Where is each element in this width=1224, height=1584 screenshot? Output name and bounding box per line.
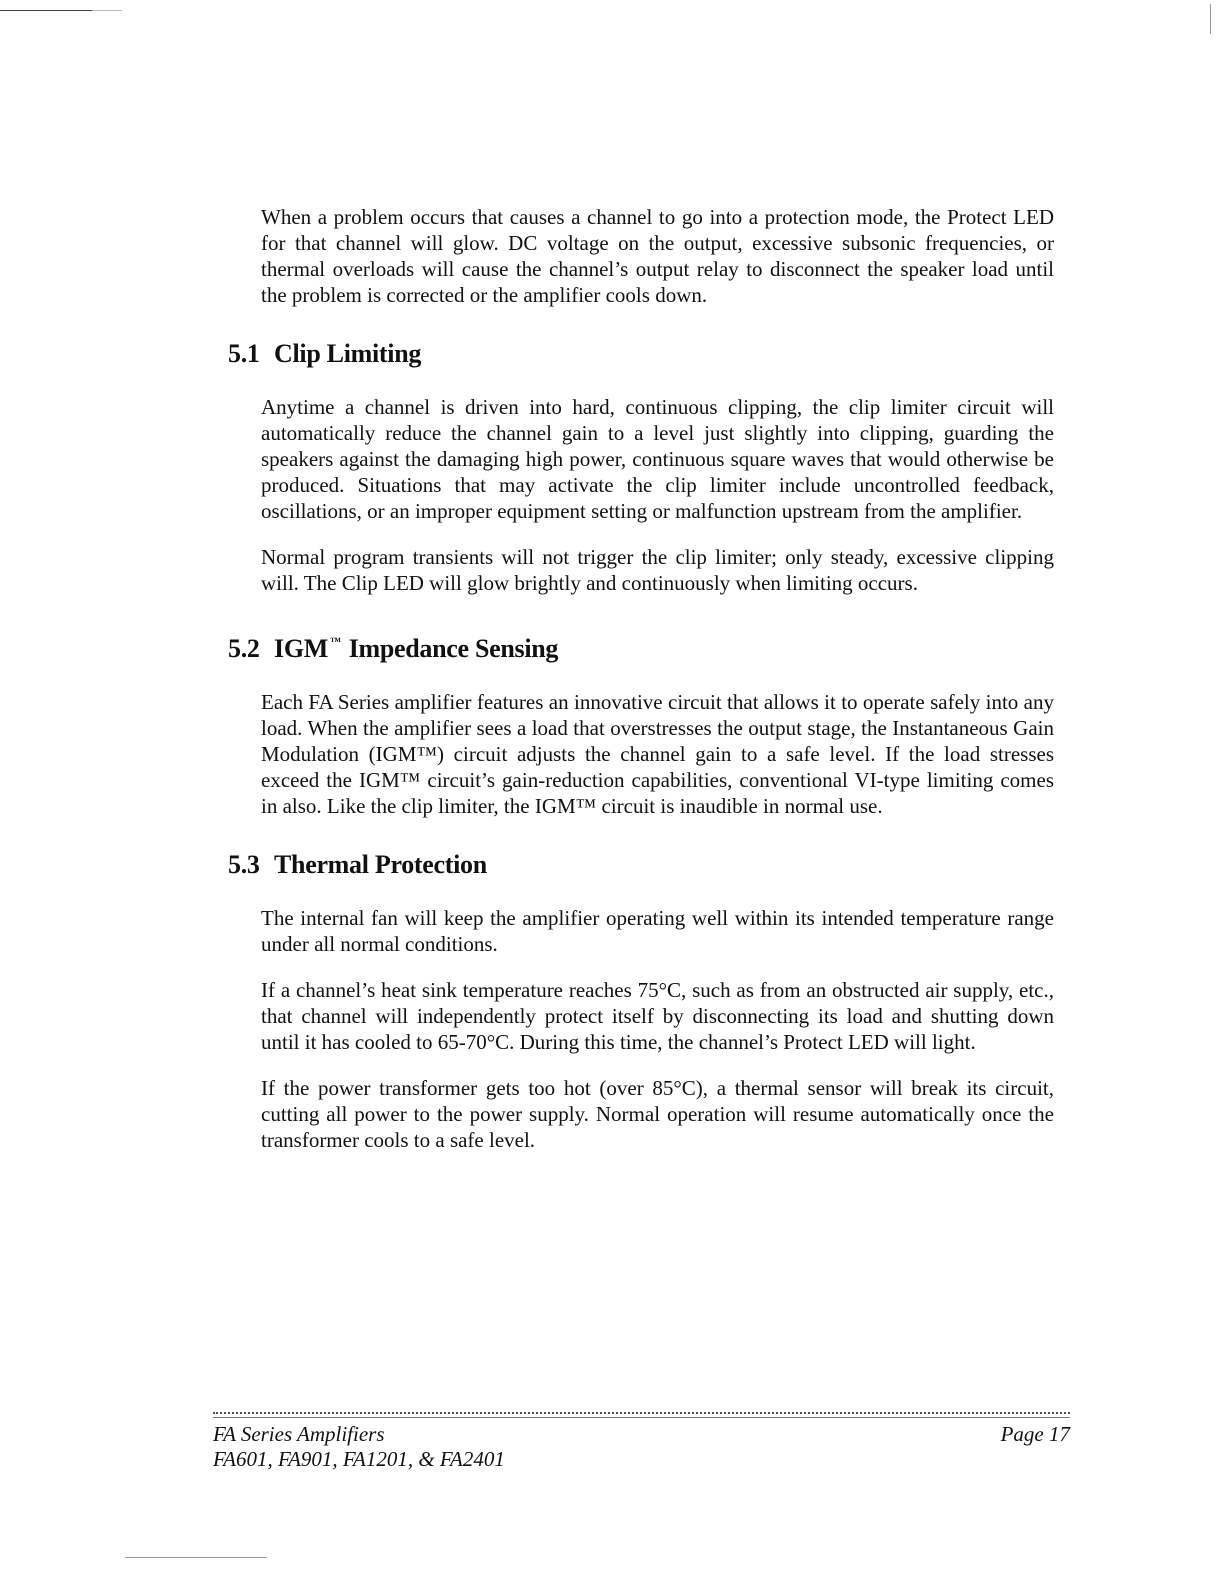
intro-paragraph: When a problem occurs that causes a channel to go into a protection mode, the Protect LED for that channel will glow. DC voltage on the output, excessive subsonic frequencies, or thermal overloads will cause the channel’s output relay to disconnect the speaker load until the problem is corrected or the amplifier cools down.: [261, 205, 1054, 307]
section-number: 5.2: [228, 634, 260, 663]
bottom-scan-line: [125, 1557, 267, 1558]
section-5-3-paragraph-1: The internal fan will keep the amplifier operating well within its intended temperature range under all normal conditions.: [261, 906, 1054, 956]
section-heading-5-2: [228, 626, 1054, 665]
section-title: Clip Limiting: [274, 339, 422, 368]
footer-models: FA601, FA901, FA1201, & FA2401: [213, 1447, 505, 1471]
section-title-rest: Impedance Sensing: [348, 634, 559, 663]
section-title: Thermal Protection: [274, 850, 487, 879]
footer-rule: [213, 1412, 1070, 1418]
section-5-3-paragraph-3: If the power transformer gets too hot (over 85°C), a thermal sensor will break its circuit, cutting all power to the power supply. Normal operation will resume automatically once the transformer cools to a safe level.: [261, 1076, 1054, 1152]
section-5-1-paragraph-2: Normal program transients will not trigger the clip limiter; only steady, excessive clipping will. The Clip LED will glow brightly and continuously when limiting occurs.: [261, 545, 1054, 595]
section-heading-5-1: [228, 338, 1054, 370]
section-number: 5.1: [228, 339, 260, 368]
page-footer: [213, 1412, 1070, 1472]
section-title-igm: IGM: [274, 634, 328, 663]
section-heading-5-3: [228, 849, 1054, 881]
section-5-3-paragraph-2: If a channel’s heat sink temperature reaches 75°C, such as from an obstructed air supply, etc., that channel will independently protect itself by disconnecting its load and shutting down until it has cooled to 65-70°C. During this time, the channel’s Protect LED will light.: [261, 978, 1054, 1054]
section-5-1-paragraph-1: Anytime a channel is driven into hard, continuous clipping, the clip limiter circuit will automatically reduce the channel gain to a level just slightly into clipping, guarding the speakers against the damaging high power, continuous square waves that would otherwise be produced. Situations that may activate the clip limiter include uncontrolled feedback, oscillations, or an improper equipment setting or malfunction upstream from the amplifier.: [261, 395, 1054, 523]
section-number: 5.3: [228, 850, 260, 879]
page-content: [228, 204, 1054, 1153]
top-scan-line-fade: [92, 10, 122, 11]
page-number: Page 17: [1000, 1422, 1070, 1446]
footer-series: FA Series Amplifiers: [213, 1422, 385, 1446]
section-5-2-paragraph-1: Each FA Series amplifier features an innovative circuit that allows it to operate safely into any load. When the amplifier sees a load that overstresses the output stage, the Instantaneous Gain Modulation (IGM™) circuit adjusts the channel gain to a safe level. If the load stresses exceed the IGM™ circuit’s gain-reduction capabilities, conventional VI-type limiting comes in also. Like the clip limiter, the IGM™ circuit is inaudible in normal use.: [261, 690, 1054, 818]
top-scan-line: [0, 10, 92, 11]
right-scan-mark: [1210, 4, 1211, 34]
trademark-symbol: ™: [329, 636, 341, 648]
